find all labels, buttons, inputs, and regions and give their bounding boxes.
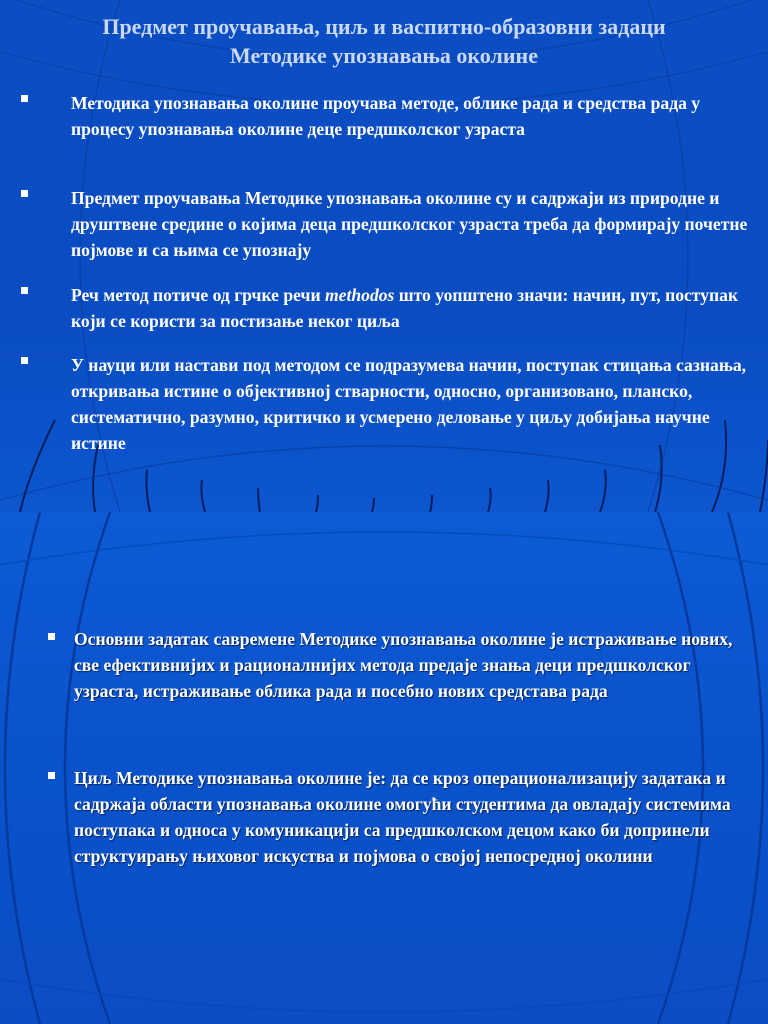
square-bullet-icon <box>21 357 28 364</box>
bullet-text-italic-term: methodos <box>324 285 395 305</box>
bullet-text: Предмет проучавања Методике упознавања околине су и садржаји из природне и друштвене средине о којима деца предшколског узраста треба да формирају почетне појмове и са њима се упознају <box>71 188 748 260</box>
square-bullet-icon <box>48 772 55 779</box>
square-bullet-icon <box>21 95 28 102</box>
bullet-text: У науци или настави под методом се подразумева начин, поступак стицања сазнања, откривања истине о објективној стварности, односно, организовано, планско, систематично, разумно, критичко и усмерено деловање у циљу добијања научне истине <box>71 355 747 453</box>
bullet-item <box>74 765 734 869</box>
bullet-text: Методика упознавања околине проучава методе, облике рада и средства рада у процесу упознавања околине деце предшколског узраста <box>71 93 701 139</box>
square-bullet-icon <box>21 190 28 197</box>
bullet-item <box>71 352 751 456</box>
square-bullet-icon <box>48 633 55 640</box>
slide-title-line-1: Предмет проучавања, циљ и васпитно-образовни задаци <box>102 14 666 39</box>
bullet-text: Циљ Методике упознавања околине је: да се кроз операционализацију задатака и садржаја области упознавања околине омогући студентима да овладају системима поступака и односа у комуникацији са предшколском децом како би допринели структуирању њиховог искуства и појмова о својој непосредној околини <box>74 768 731 866</box>
bullet-text: Основни задатак савремене Методике упознавања околине је истраживање нових, све ефективнијих и рационалнијих метода предаје знања деци предшколског узраста, истраживање облика рада и посебно нових средстава рада <box>74 629 733 701</box>
bullet-item <box>71 185 751 263</box>
slide-2 <box>0 512 768 1024</box>
slide-title-line-2: Методике упознавања околине <box>230 43 538 68</box>
slide-title <box>0 12 768 70</box>
bullet-item <box>74 626 734 704</box>
bullet-item <box>71 282 751 334</box>
bullet-text-pre: Реч метод потиче од грчке речи <box>71 285 325 305</box>
square-bullet-icon <box>21 287 28 294</box>
bullet-text <box>71 282 751 334</box>
bullet-text-post: што уопштено значи: начин, пут, поступак који се користи за постизање неког циља <box>71 285 739 331</box>
bullet-item <box>71 90 751 142</box>
